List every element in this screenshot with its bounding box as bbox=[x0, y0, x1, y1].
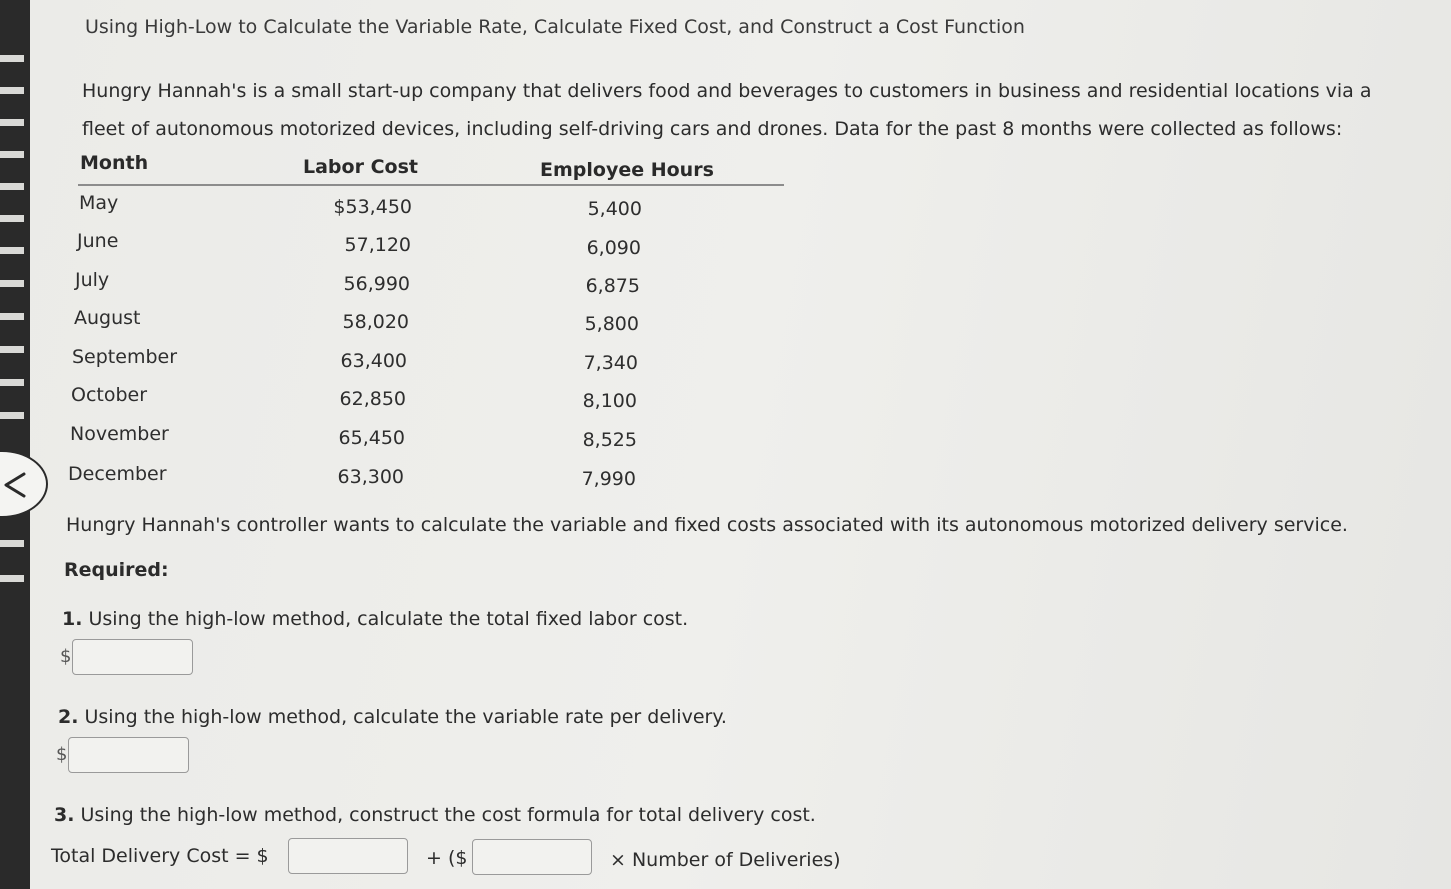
formula-suffix-label: × Number of Deliveries) bbox=[610, 849, 841, 871]
question-3-text: Using the high-low method, construct the cost formula for total delivery cost. bbox=[80, 804, 816, 826]
employee-hours-cell: 8,100 bbox=[582, 390, 637, 412]
employee-hours-cell: 6,090 bbox=[586, 237, 641, 259]
bezel-stripe bbox=[0, 183, 24, 190]
month-cell: June bbox=[77, 230, 119, 252]
bezel-stripe bbox=[0, 540, 24, 547]
month-cell: September bbox=[72, 346, 178, 368]
month-cell: November bbox=[70, 423, 169, 445]
month-cell: May bbox=[79, 192, 119, 214]
bezel-stripe bbox=[0, 247, 24, 254]
currency-symbol: $ bbox=[60, 646, 72, 667]
bezel-stripe bbox=[0, 280, 24, 287]
formula-label: Total Delivery Cost = $ bbox=[51, 845, 269, 867]
variable-rate-input[interactable] bbox=[68, 737, 189, 773]
intro-paragraph bbox=[82, 72, 1432, 148]
month-cell: October bbox=[71, 384, 148, 406]
employee-hours-cell: 6,875 bbox=[585, 275, 640, 297]
employee-hours-cell: 5,800 bbox=[584, 313, 639, 335]
bezel-stripe bbox=[0, 575, 24, 582]
employee-hours-cell: 7,990 bbox=[581, 468, 636, 490]
question-3 bbox=[54, 804, 816, 826]
header-employee-hours: Employee Hours bbox=[540, 159, 714, 181]
currency-symbol: $ bbox=[56, 744, 68, 765]
question-2-number: 2. bbox=[58, 706, 79, 728]
labor-cost-cell: 65,450 bbox=[338, 427, 405, 449]
bezel-stripe bbox=[0, 55, 24, 62]
bezel-stripe bbox=[0, 412, 24, 419]
intro-line-2: fleet of autonomous motorized devices, including self-driving cars and drones. Data for the past 8 months were collected as follows: bbox=[82, 118, 1343, 140]
employee-hours-cell: 7,340 bbox=[583, 352, 638, 374]
header-month: Month bbox=[80, 152, 149, 174]
question-2-text: Using the high-low method, calculate the variable rate per delivery. bbox=[84, 706, 727, 728]
formula-fixed-cost-input[interactable] bbox=[288, 838, 408, 874]
question-1-text: Using the high-low method, calculate the total fixed labor cost. bbox=[88, 608, 689, 630]
question-1 bbox=[62, 608, 688, 630]
labor-cost-cell: 56,990 bbox=[343, 273, 410, 295]
formula-rate-input[interactable] bbox=[472, 839, 592, 875]
bezel-stripe bbox=[0, 313, 24, 320]
labor-cost-cell: 63,300 bbox=[337, 466, 404, 488]
bezel-stripe bbox=[0, 87, 24, 94]
controller-text: Hungry Hannah's controller wants to calculate the variable and fixed costs associated with its autonomous motorized delivery service. bbox=[66, 514, 1348, 536]
monitor-bezel bbox=[0, 0, 30, 889]
month-cell: July bbox=[75, 269, 110, 291]
employee-hours-cell: 8,525 bbox=[582, 429, 637, 451]
header-labor-cost: Labor Cost bbox=[303, 156, 418, 178]
labor-cost-cell: $53,450 bbox=[333, 196, 412, 218]
month-cell: December bbox=[68, 463, 167, 485]
header-rule bbox=[78, 184, 784, 186]
bezel-stripe bbox=[0, 151, 24, 158]
labor-cost-cell: 63,400 bbox=[340, 350, 407, 372]
question-3-number: 3. bbox=[54, 804, 75, 826]
bezel-stripe bbox=[0, 119, 24, 126]
page-title: Using High-Low to Calculate the Variable Rate, Calculate Fixed Cost, and Construct a Cost Function bbox=[85, 16, 1025, 38]
intro-line-1: Hungry Hannah's is a small start-up company that delivers food and beverages to customers in business and residential locations via a bbox=[82, 80, 1372, 102]
question-2 bbox=[58, 706, 727, 728]
bezel-stripe bbox=[0, 379, 24, 386]
employee-hours-cell: 5,400 bbox=[587, 198, 642, 220]
bezel-stripe bbox=[0, 215, 24, 222]
required-label: Required: bbox=[64, 559, 169, 581]
month-cell: August bbox=[74, 307, 141, 329]
fixed-labor-cost-input[interactable] bbox=[72, 639, 193, 675]
chevron-left-icon bbox=[2, 470, 28, 500]
labor-cost-cell: 62,850 bbox=[339, 388, 406, 410]
bezel-stripe bbox=[0, 346, 24, 353]
labor-cost-cell: 58,020 bbox=[342, 311, 409, 333]
formula-plus-label: + ($ bbox=[426, 847, 468, 869]
labor-cost-cell: 57,120 bbox=[344, 234, 411, 256]
question-1-number: 1. bbox=[62, 608, 83, 630]
